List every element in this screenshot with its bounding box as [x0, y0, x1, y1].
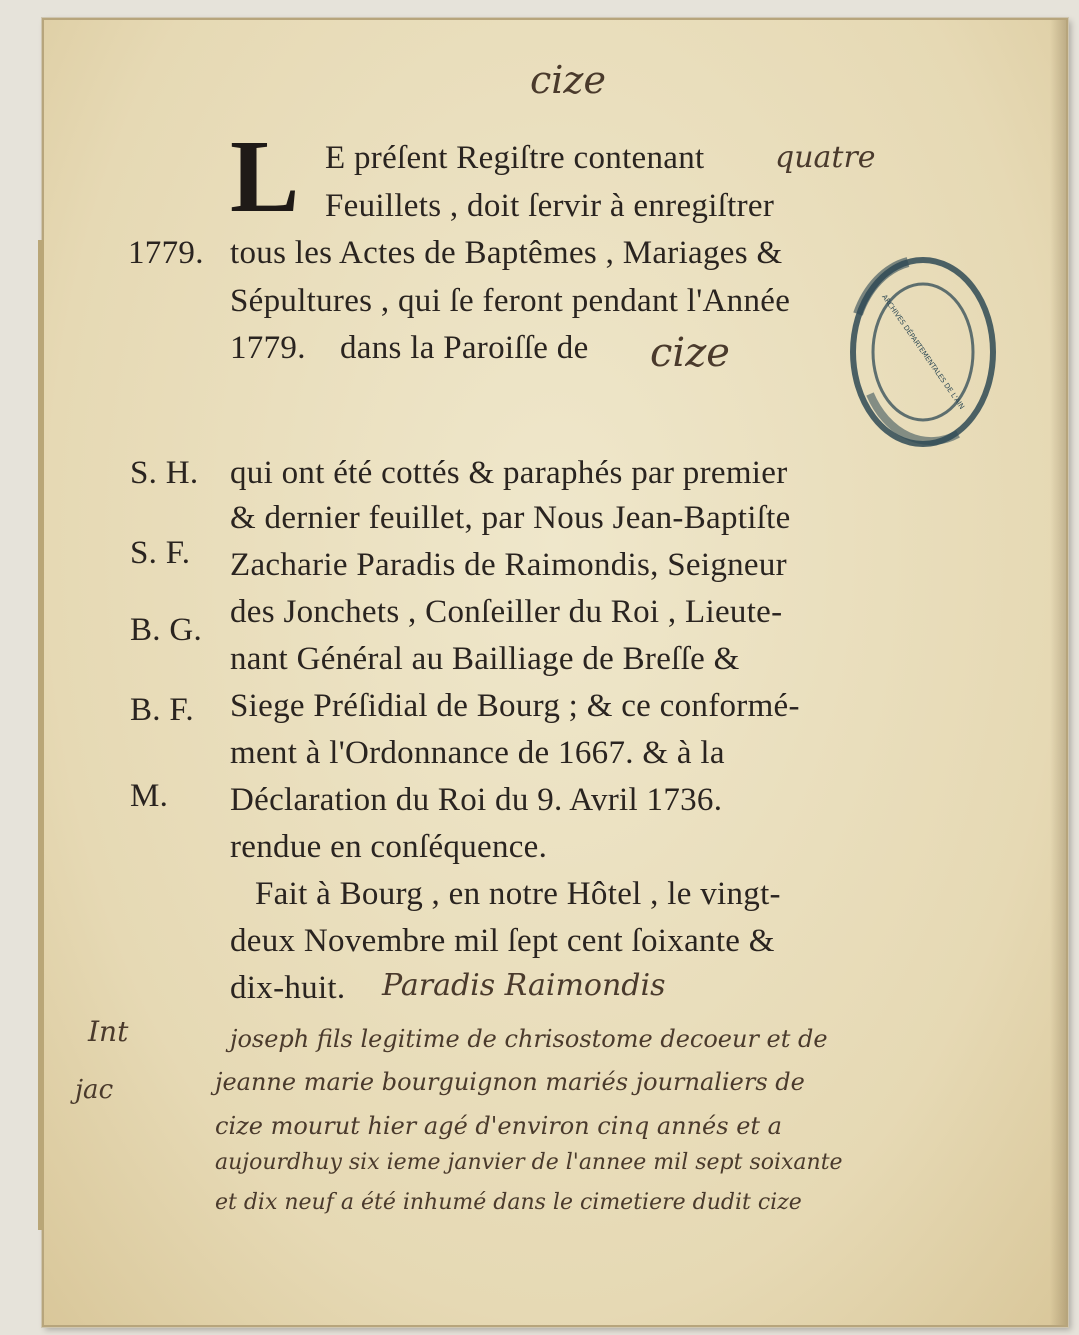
printed-line-17: dix-huit.	[230, 970, 346, 1006]
printed-line-9: des Jonchets , Conſeiller du Roi , Lieute-	[230, 594, 783, 630]
margin-note-line-1: Int	[88, 1015, 129, 1048]
printed-line-11: Siege Préſidial de Bourg ; & ce conformé-	[230, 688, 800, 724]
entry-line-5: et dix neuf a été inhumé dans le cimetiere dudit cize	[215, 1190, 802, 1215]
margin-mark-sf: S. F.	[130, 535, 191, 571]
archive-stamp	[848, 254, 998, 450]
printed-line-3: tous les Actes de Baptêmes , Mariages &	[230, 235, 783, 271]
printed-line-14: rendue en conſéquence.	[230, 829, 548, 865]
entry-line-2: jeanne marie bourguignon mariés journaliers de	[215, 1068, 805, 1096]
printed-line-8: Zacharie Paradis de Raimondis, Seigneur	[230, 547, 787, 583]
printed-line-12: ment à l'Ordonnance de 1667. & à la	[230, 735, 725, 771]
printed-line-2: Feuillets , doit ſervir à enregiſtrer	[325, 188, 775, 224]
entry-line-4: aujourdhuy six ieme janvier de l'annee mil sept soixante	[215, 1150, 843, 1175]
printed-line-7: & dernier feuillet, par Nous Jean-Baptiſte	[230, 500, 791, 536]
margin-mark-bf: B. F.	[130, 692, 194, 728]
printed-line-10: nant Général au Bailliage de Breſſe &	[230, 641, 740, 677]
margin-mark-bg: B. G.	[130, 612, 203, 648]
margin-mark-sh: S. H.	[130, 455, 199, 491]
year-mark-1: 1779.	[128, 235, 204, 271]
printed-line-1: E préſent Regiſtre contenant	[325, 140, 705, 176]
handwritten-page-number: cize	[530, 58, 606, 102]
printed-line-16: deux Novembre mil ſept cent ſoixante &	[230, 923, 775, 959]
binding-edge	[38, 240, 44, 1230]
margin-note-line-2: jac	[75, 1075, 114, 1105]
printed-line-13: Déclaration du Roi du 9. Avril 1736.	[230, 782, 723, 818]
margin-mark-m: M.	[130, 778, 169, 814]
printed-line-6: qui ont été cottés & paraphés par premier	[230, 455, 788, 491]
handwritten-count-word: quatre	[775, 140, 876, 175]
printed-line-4: Sépultures , qui ſe feront pendant l'Année	[230, 283, 791, 319]
entry-line-1: joseph fils legitime de chrisostome decoeur et de	[230, 1025, 828, 1053]
handwritten-signature: Paradis Raimondis	[382, 968, 666, 1003]
handwritten-parish-name: cize	[650, 330, 730, 376]
entry-line-3: cize mourut hier agé d'environ cinq annés et a	[215, 1112, 782, 1140]
drop-cap-letter: L	[230, 119, 300, 234]
printed-line-15: Fait à Bourg , en notre Hôtel , le vingt-	[255, 876, 781, 912]
printed-line-5: dans la Paroiſſe de	[340, 330, 589, 366]
year-mark-2: 1779.	[230, 330, 306, 366]
page-edge-shadow	[1050, 20, 1066, 1325]
stamp-text: ARCHIVES DÉPARTEMENTALES DE L'AIN	[880, 293, 966, 411]
